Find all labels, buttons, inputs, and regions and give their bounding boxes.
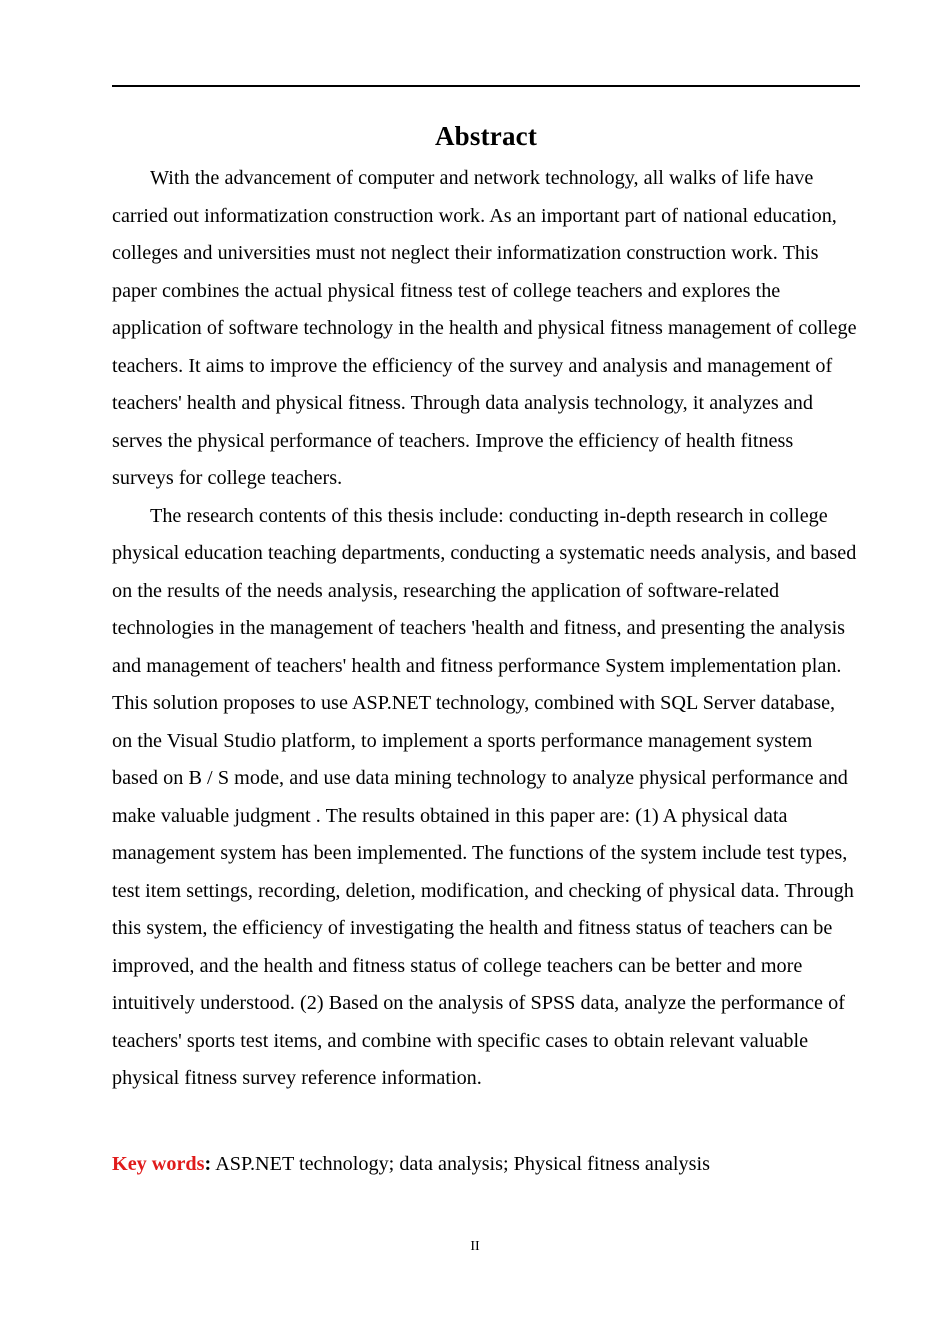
keywords-line [112, 1098, 860, 1184]
abstract-paragraph-1: With the advancement of computer and network technology, all walks of life have carried out informatization construction work. As an important part of national education, colleges and universities must not neglect their informatization construction work. This paper combines the actual physical fitness test of college teachers and explores the application of software technology in the health and physical fitness management of college teachers. It aims to improve the efficiency of the survey and analysis and management of teachers' health and physical fitness. Through data analysis technology, it analyzes and serves the physical performance of teachers. Improve the efficiency of health fitness surveys for college teachers. [112, 167, 857, 489]
abstract-body [112, 160, 860, 1183]
header-divider-rule [112, 85, 860, 87]
keywords-value: ASP.NET technology; data analysis; Physical fitness analysis [211, 1152, 710, 1175]
page-title: Abstract [434, 121, 538, 152]
keywords-separator: : [204, 1152, 212, 1175]
keywords-label: Key words [112, 1152, 205, 1175]
abstract-paragraph-2: The research contents of this thesis include: conducting in-depth research in college physical education teaching departments, conducting a systematic needs analysis, and based on the results of the needs analysis, researching the application of software-related technologies in the management of teachers 'health and fitness, and presenting the analysis and management of teachers' health and fitness performance System implementation plan. This solution proposes to use ASP.NET technology, combined with SQL Server database, on the Visual Studio platform, to implement a sports performance management system based on B / S mode, and use data mining technology to analyze physical performance and make valuable judgment . The results obtained in this paper are: (1) A physical data management system has been implemented. The functions of the system include test types, test item settings, recording, deletion, modification, and checking of physical data. Through this system, the efficiency of investigating the health and fitness status of teachers can be improved, and the health and fitness status of college teachers can be better and more intuitively understood. (2) Based on the analysis of SPSS data, analyze the performance of teachers' sports test items, and combine with specific cases to obtain relevant valuable physical fitness survey reference information. [112, 504, 857, 1089]
page-number-footer: II [470, 1239, 480, 1254]
